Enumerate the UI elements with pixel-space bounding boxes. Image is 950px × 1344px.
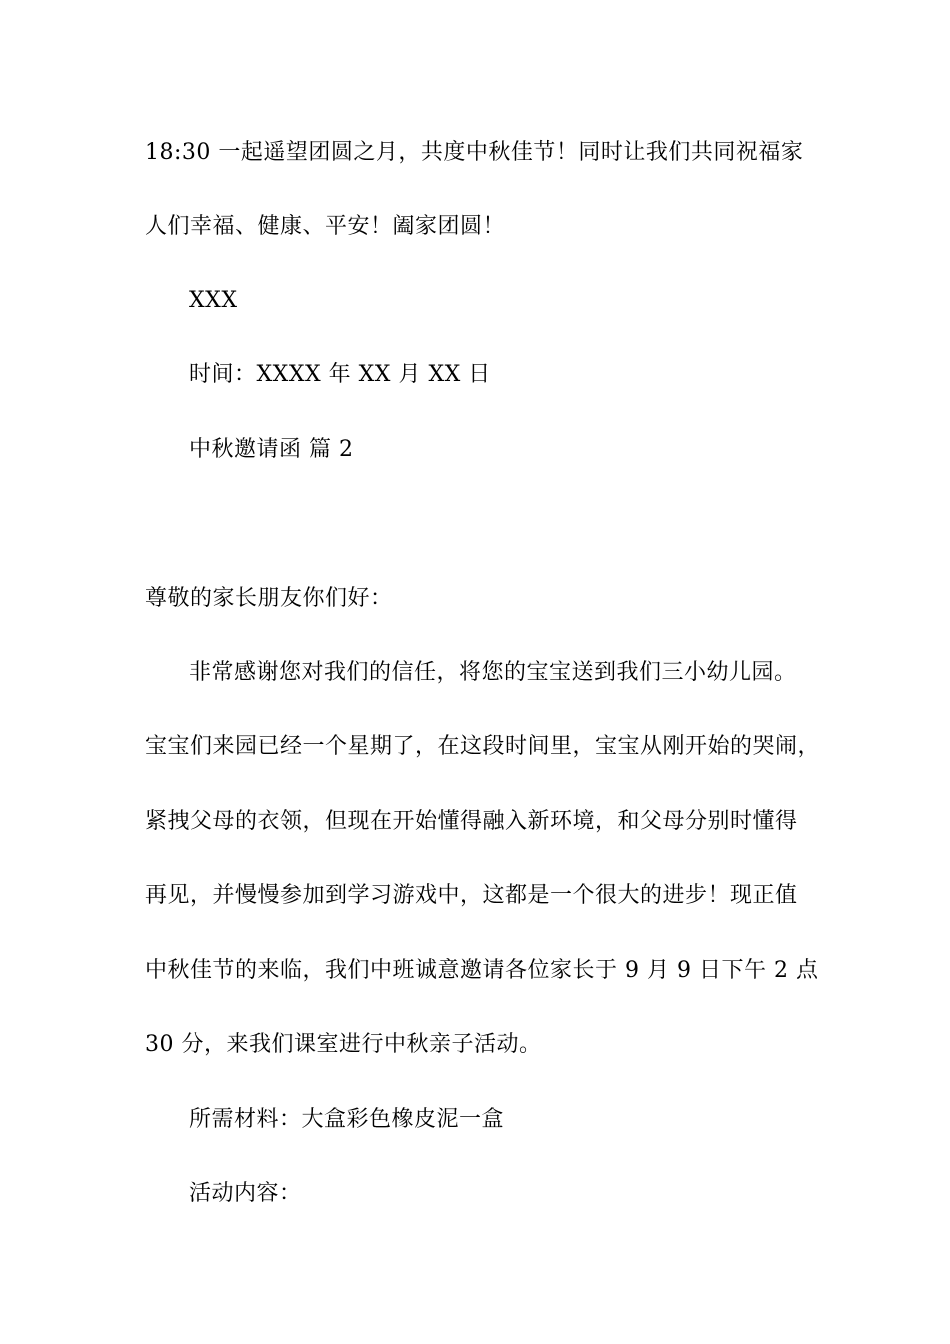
paragraph-line: 人们幸福、健康、平安！阖家团圆！ [145,214,506,239]
paragraph-line: 紧拽父母的衣领，但现在开始懂得融入新环境，和父母分别时懂得 [145,809,798,834]
paragraph-line: 30 分，来我们课室进行中秋亲子活动。 [145,1032,542,1057]
paragraph-line: 再见，并慢慢参加到学习游戏中，这都是一个很大的进步！现正值 [145,883,798,908]
paragraph-line: 宝宝们来园已经一个星期了，在这段时间里，宝宝从刚开始的哭闹， [145,734,821,759]
section-heading: 中秋邀请函 篇 2 [189,437,354,462]
sender-name: XXX [189,288,238,313]
paragraph-line: 中秋佳节的来临，我们中班诚意邀请各位家长于 9 月 9 日下午 2 点 [145,958,819,983]
materials-line: 所需材料：大盒彩色橡皮泥一盒 [189,1107,505,1132]
date-line: 时间：XXXX 年 XX 月 XX 日 [189,362,491,387]
paragraph-line: 18:30 一起遥望团圆之月，共度中秋佳节！同时让我们共同祝福家 [145,140,804,165]
salutation: 尊敬的家长朋友你们好： [145,586,393,611]
paragraph-line: 非常感谢您对我们的信任，将您的宝宝送到我们三小幼儿园。 [189,660,797,685]
activity-content-heading: 活动内容： [189,1181,302,1206]
